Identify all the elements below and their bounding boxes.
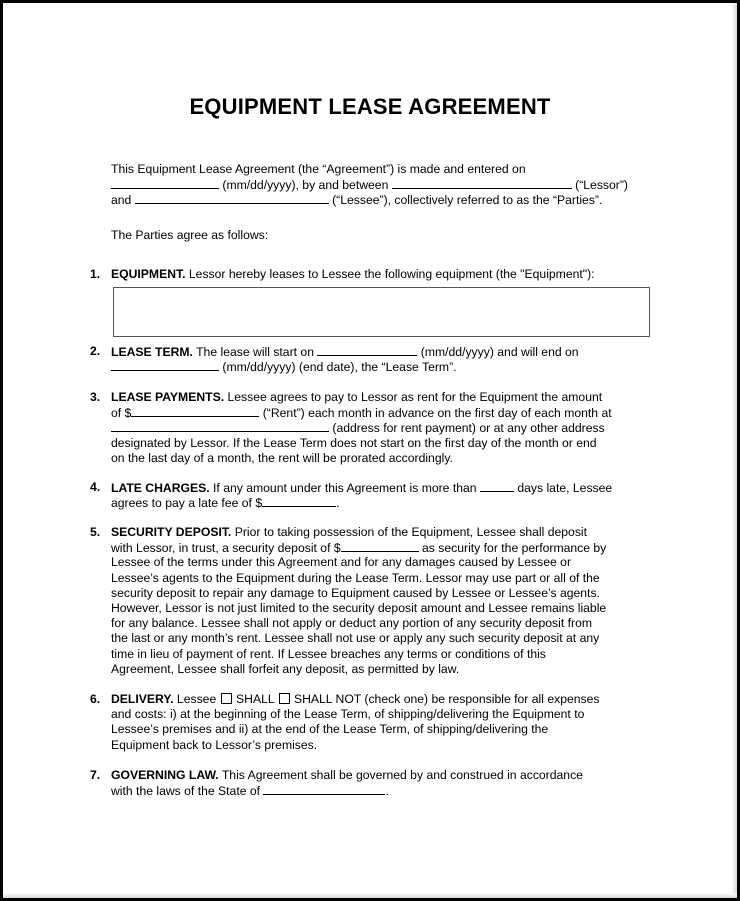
section-line bbox=[111, 692, 671, 707]
section-body bbox=[111, 480, 671, 510]
intro-line bbox=[111, 177, 671, 192]
section-line: Lessee’s premises and ii) at the end of the Lease Term, of shipping/delivering the bbox=[111, 722, 549, 737]
section-number: 5. bbox=[90, 525, 101, 539]
section-line: security deposit to repair any damage to Equipment caused by Lessee or Lessee’s agents. bbox=[111, 585, 600, 600]
section-line: Lessee of the terms under this Agreement and for any damages caused by Lessee or bbox=[111, 555, 572, 570]
deposit-amount-blank[interactable] bbox=[341, 540, 419, 552]
section-line bbox=[111, 344, 671, 359]
section-line bbox=[111, 390, 671, 405]
section-text: with Lessor, in trust, a security deposit of $ bbox=[111, 541, 341, 556]
section-text: . bbox=[336, 496, 340, 511]
section-number: 1. bbox=[90, 267, 101, 281]
section-line: Agreement, Lessee shall forfeit any deposit, as permitted by law. bbox=[111, 661, 460, 676]
rent-address-blank[interactable] bbox=[111, 420, 329, 432]
section-text: agrees to pay a late fee of $ bbox=[111, 496, 263, 511]
section-heading: EQUIPMENT. bbox=[111, 267, 186, 281]
section-line: the last or any month’s rent. Lessee shall not use or apply any such security deposit at any bbox=[111, 631, 600, 646]
section-heading: LEASE PAYMENTS. bbox=[111, 390, 225, 404]
section-text: Lessee agrees to pay to Lessor as rent for the Equipment the amount bbox=[227, 390, 603, 404]
intro-line bbox=[111, 192, 671, 207]
section-heading: LEASE TERM. bbox=[111, 345, 193, 359]
lessor-name-blank[interactable] bbox=[392, 177, 572, 189]
section-body bbox=[111, 390, 671, 466]
section-line bbox=[111, 495, 671, 510]
section-number: 6. bbox=[90, 692, 101, 706]
section-text: SHALL bbox=[236, 692, 275, 706]
section-text: as security for the performance by bbox=[422, 541, 607, 556]
section-line: Equipment back to Lessor’s premises. bbox=[111, 737, 318, 752]
section-text: (address for rent payment) or at any other address bbox=[332, 421, 605, 436]
section-line bbox=[111, 267, 671, 282]
intro-text: (“Lessee”), collectively referred to as the “Parties”. bbox=[332, 193, 603, 208]
section-text: (mm/dd/yyyy) (end date), the “Lease Term”. bbox=[222, 360, 457, 375]
shall-checkbox[interactable] bbox=[221, 693, 232, 704]
section-line: designated by Lessor. If the Lease Term does not start on the first day of the month or end bbox=[111, 435, 597, 450]
intro-paragraph bbox=[111, 162, 671, 208]
intro-line: This Equipment Lease Agreement (the “Agreement”) is made and entered on bbox=[111, 162, 526, 176]
rent-amount-blank[interactable] bbox=[131, 405, 259, 417]
section-number: 7. bbox=[90, 768, 101, 782]
section-text: Prior to taking possession of the Equipment, Lessee shall deposit bbox=[234, 525, 588, 539]
section-body bbox=[111, 525, 671, 677]
section-line: time in lieu of payment of rent. If Lessee breaches any terms or conditions of this bbox=[111, 646, 546, 661]
section-heading: DELIVERY. bbox=[111, 692, 174, 706]
section-line bbox=[111, 768, 671, 783]
intro-text: and bbox=[111, 193, 132, 208]
section-text: Lessee bbox=[176, 692, 217, 706]
intro-text: (mm/dd/yyyy), by and between bbox=[222, 178, 389, 193]
section-heading: GOVERNING LAW. bbox=[111, 768, 219, 782]
section-text: of $ bbox=[111, 406, 132, 421]
section-line bbox=[111, 405, 671, 420]
section-line: Lessee’s agents to the Equipment during the Lease Term. Lessor may use part or all of the bbox=[111, 570, 600, 585]
section-line bbox=[111, 525, 671, 540]
start-date-blank[interactable] bbox=[317, 344, 417, 356]
shall-not-checkbox[interactable] bbox=[279, 693, 290, 704]
section-line bbox=[111, 540, 671, 555]
section-heading: LATE CHARGES. bbox=[111, 481, 210, 495]
section-line bbox=[111, 420, 671, 435]
late-fee-blank[interactable] bbox=[262, 495, 336, 507]
section-line bbox=[111, 359, 671, 374]
section-line: for any balance. Lessee shall not apply or deduct any portion of any security deposit from bbox=[111, 616, 593, 631]
section-heading: SECURITY DEPOSIT. bbox=[111, 525, 232, 539]
section-line: and costs: i) at the beginning of the Lease Term, of shipping/delivering the Equipment to bbox=[111, 707, 585, 722]
section-body bbox=[111, 768, 671, 798]
lessee-name-blank[interactable] bbox=[135, 192, 329, 204]
date-blank[interactable] bbox=[111, 177, 219, 189]
section-text: Lessor hereby leases to Lessee the following equipment (the "Equipment"): bbox=[188, 267, 595, 281]
section-text: If any amount under this Agreement is more than bbox=[213, 481, 477, 495]
section-line bbox=[111, 480, 671, 495]
section-number: 4. bbox=[90, 480, 101, 494]
days-late-blank[interactable] bbox=[480, 480, 514, 492]
section-text: days late, Lessee bbox=[517, 481, 613, 495]
section-number: 2. bbox=[90, 344, 101, 358]
intro-text: (“Lessor”) bbox=[575, 178, 628, 193]
section-line: However, Lessor is not just limited to the security deposit amount and Lessee remains liable bbox=[111, 600, 607, 615]
section-text: The lease will start on bbox=[196, 345, 314, 359]
equipment-description-box[interactable] bbox=[113, 287, 650, 337]
section-number: 3. bbox=[90, 390, 101, 404]
section-text: This Agreement shall be governed by and construed in accordance bbox=[221, 768, 583, 782]
document-title: EQUIPMENT LEASE AGREEMENT bbox=[189, 94, 551, 119]
end-date-blank[interactable] bbox=[111, 359, 219, 371]
section-body bbox=[111, 344, 671, 374]
section-text: (“Rent”) each month in advance on the first day of each month at bbox=[262, 406, 612, 421]
section-text: (mm/dd/yyyy) and will end on bbox=[420, 345, 579, 359]
state-blank[interactable] bbox=[263, 783, 385, 795]
parties-agree-text: The Parties agree as follows: bbox=[111, 228, 269, 242]
section-body bbox=[111, 267, 671, 282]
section-text: . bbox=[385, 784, 389, 799]
section-text: with the laws of the State of bbox=[111, 784, 261, 799]
section-line: on the last day of a month, the rent will be prorated accordingly. bbox=[111, 450, 453, 465]
section-text: SHALL NOT (check one) be responsible for all expenses bbox=[293, 692, 600, 706]
section-line bbox=[111, 783, 671, 798]
section-body bbox=[111, 692, 671, 753]
